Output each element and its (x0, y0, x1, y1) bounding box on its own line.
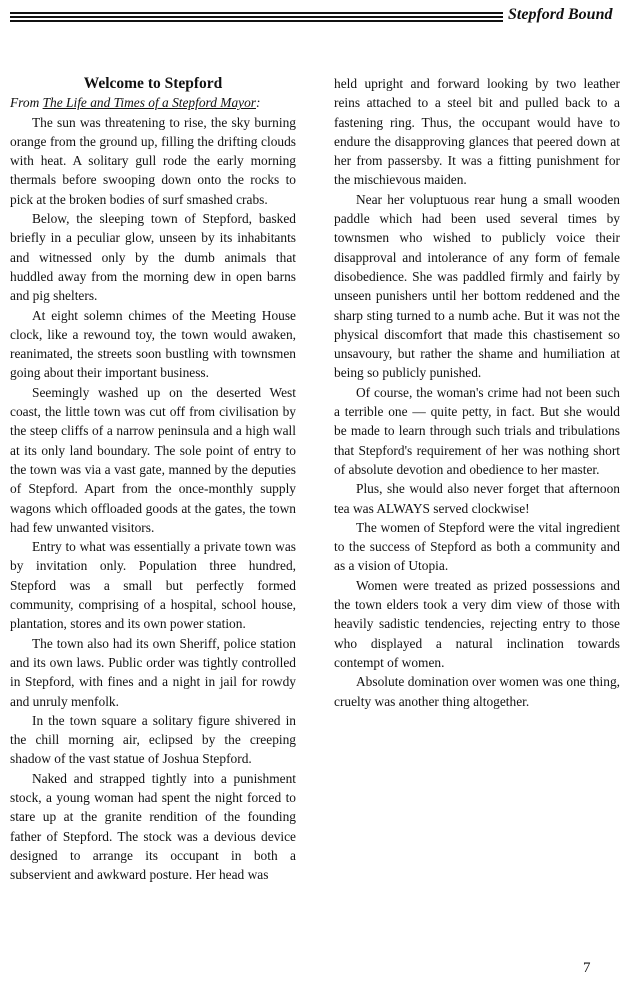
paragraph: Naked and strapped tightly into a punishment stock, a young woman had spent the night forced to stare up at the granite rendition of the founding father of Stepford. The stock was a devious device designed to arrange its occupant in both a subservient and awkward posture. Her head was (10, 770, 296, 883)
running-header-title: Stepford Bound (508, 6, 613, 23)
paragraph: Plus, she would also never forget that afternoon tea was ALWAYS served clockwise! (334, 481, 620, 516)
paragraph: The women of Stepford were the vital ingredient to the success of Stepford as both a community and as a vision of Utopia. (334, 519, 620, 574)
paragraph: Below, the sleeping town of Stepford, basked briefly in a peculiar glow, unseen by its inhabitants and witnessed only by the dumb animals that huddled away from the morning dew in open barns and pig shelters. (10, 211, 296, 304)
paragraph-continuation: held upright and forward looking by two leather reins attached to a steel bit and pulled back to a fastening ring. Thus, the occupant would have to endure the disapproving glances that peered down at her from passersby. It was a fitting punishment for the mischievous maiden. (334, 76, 620, 188)
paragraph: The sun was threatening to rise, the sky burning orange from the ground up, filling the drifting clouds with heat. A solitary gull rode the early morning thermals before swooping down onto the rocks to pick at the broken bodies of surf smashed crabs. (10, 114, 296, 207)
source-prefix: From (10, 95, 43, 111)
paragraph: Women were treated as prized possessions and the town elders took a very dim view of those with heavily sadistic tendencies, rejecting entry to those who displayed a natural inclination towards contempt of women. (334, 577, 620, 670)
paragraph: The town also had its own Sheriff, police station and its own laws. Public order was tightly controlled in Stepford, with fines and a night in jail for rowdy and unruly menfolk. (10, 635, 296, 709)
paragraph: In the town square a solitary figure shivered in the chill morning air, eclipsed by the creeping shadow of the vast statue of Joshua Stepford. (10, 712, 296, 767)
header-rule (10, 12, 503, 24)
paragraph: Seemingly washed up on the deserted West coast, the little town was cut off from civilisation by the steep cliffs of a narrow peninsula and a high wall at its only land boundary. The sole point of entry to the town was via a vast gate, manned by the deputies of Stepford. Apart from the once-monthly supply wagons which offloaded goods at the gates, the town had few unwanted visitors. (10, 384, 296, 535)
paragraph: Absolute domination over women was one thing, cruelty was another thing altogether. (334, 674, 620, 709)
paragraph: Entry to what was essentially a private town was by invitation only. Population three hundred, Stepford was a small but perfectly formed community, comprising of a hospital, school house, plantation, stores and its own power station. (10, 539, 296, 632)
source-suffix: : (256, 95, 261, 111)
paragraph: Of course, the woman's crime had not been such a terrible one — quite petty, in fact. But she would be made to learn through such trials and tribulations that Stepford's requirement of her was nothing short of absolute devotion and obedience to her master. (334, 384, 620, 477)
page-number: 7 (583, 960, 591, 976)
source-book-title: The Life and Times of a Stepford Mayor (42, 95, 256, 111)
article-title: Welcome to Stepford (83, 75, 223, 92)
source-line (10, 93, 296, 112)
left-column (10, 74, 296, 884)
paragraph: At eight solemn chimes of the Meeting House clock, like a rewound toy, the town would awaken, reanimated, the streets soon bustling with townsmen going about their important business. (10, 307, 296, 381)
paragraph: Near her voluptuous rear hung a small wooden paddle which had been used several times by townsmen who wished to publicly voice their disapproval and intolerance of any form of female disobedience. She was paddled firmly and fairly by unseen punishers until her bottom reddened and the sharp sting turned to a numb ache. But it was not the physical discomfort that made this chastisement so unsavoury, but rather the shame and humiliation at being so publicly punished. (334, 191, 620, 381)
right-column (334, 74, 620, 711)
